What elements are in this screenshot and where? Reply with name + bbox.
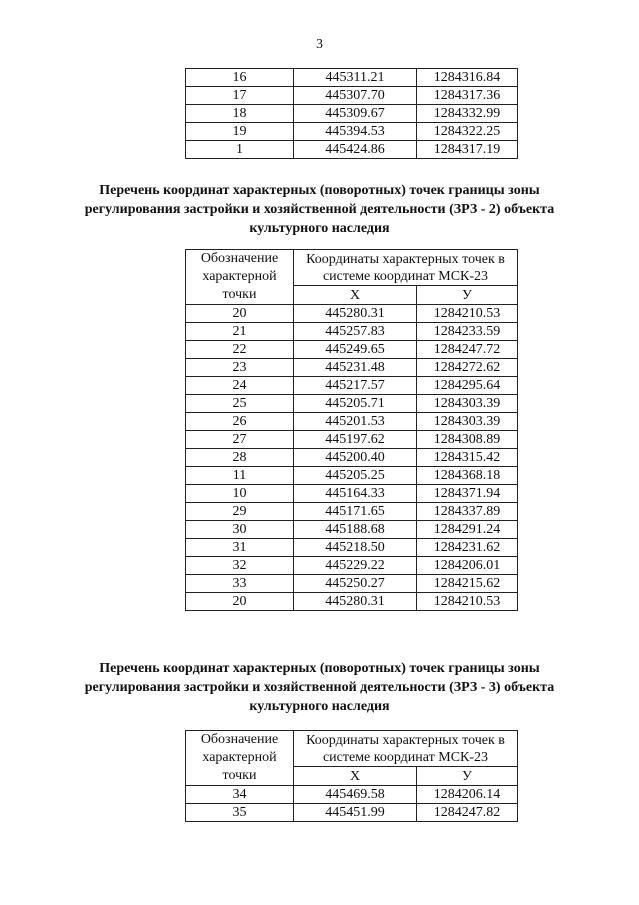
table-row bbox=[186, 786, 518, 804]
header-point-designation: Обозначение характерной точки bbox=[186, 731, 294, 786]
table-row bbox=[186, 323, 518, 341]
cell-y: 1284332.99 bbox=[417, 105, 518, 123]
cell-y: 1284247.72 bbox=[417, 341, 518, 359]
coordinates-table-zrz-2 bbox=[185, 249, 518, 611]
cell-y: 1284215.62 bbox=[417, 575, 518, 593]
header-x: Х bbox=[294, 286, 417, 305]
cell-point: 27 bbox=[186, 431, 294, 449]
header-point-designation: Обозначение характерной точки bbox=[186, 250, 294, 305]
cell-x: 445229.22 bbox=[294, 557, 417, 575]
cell-y: 1284206.14 bbox=[417, 786, 518, 804]
cell-y: 1284247.82 bbox=[417, 804, 518, 822]
table-row bbox=[186, 305, 518, 323]
table-row bbox=[186, 467, 518, 485]
cell-y: 1284371.94 bbox=[417, 485, 518, 503]
cell-point: 34 bbox=[186, 786, 294, 804]
cell-point: 24 bbox=[186, 377, 294, 395]
cell-point: 23 bbox=[186, 359, 294, 377]
cell-x: 445451.99 bbox=[294, 804, 417, 822]
header-coordinate-system: Координаты характерных точек в системе координат МСК-23 bbox=[294, 731, 518, 767]
cell-y: 1284317.19 bbox=[417, 141, 518, 159]
cell-x: 445200.40 bbox=[294, 449, 417, 467]
cell-x: 445205.71 bbox=[294, 395, 417, 413]
table-row bbox=[186, 377, 518, 395]
table-row bbox=[186, 359, 518, 377]
cell-x: 445249.65 bbox=[294, 341, 417, 359]
cell-x: 445217.57 bbox=[294, 377, 417, 395]
table-row bbox=[186, 123, 518, 141]
cell-point: 10 bbox=[186, 485, 294, 503]
cell-y: 1284315.42 bbox=[417, 449, 518, 467]
cell-point: 19 bbox=[186, 123, 294, 141]
cell-point: 26 bbox=[186, 413, 294, 431]
header-coordinate-system: Координаты характерных точек в системе координат МСК-23 bbox=[294, 250, 518, 286]
cell-y: 1284206.01 bbox=[417, 557, 518, 575]
cell-y: 1284337.89 bbox=[417, 503, 518, 521]
table-row bbox=[186, 804, 518, 822]
cell-x: 445257.83 bbox=[294, 323, 417, 341]
cell-point: 31 bbox=[186, 539, 294, 557]
cell-y: 1284295.64 bbox=[417, 377, 518, 395]
table-row bbox=[186, 503, 518, 521]
cell-x: 445280.31 bbox=[294, 305, 417, 323]
cell-y: 1284210.53 bbox=[417, 305, 518, 323]
header-y: У bbox=[417, 286, 518, 305]
cell-x: 445424.86 bbox=[294, 141, 417, 159]
table-row bbox=[186, 87, 518, 105]
section-heading-zrz-3: Перечень координат характерных (поворотных) точек границы зоны регулирования застройки и хозяйственной деятельности (ЗРЗ - 3) объекта культурного наследия bbox=[84, 661, 555, 714]
cell-y: 1284322.25 bbox=[417, 123, 518, 141]
cell-y: 1284303.39 bbox=[417, 413, 518, 431]
table-row bbox=[186, 575, 518, 593]
cell-y: 1284317.36 bbox=[417, 87, 518, 105]
table-row bbox=[186, 341, 518, 359]
cell-point: 21 bbox=[186, 323, 294, 341]
table-row bbox=[186, 557, 518, 575]
table-row bbox=[186, 395, 518, 413]
table-row bbox=[186, 521, 518, 539]
cell-x: 445280.31 bbox=[294, 593, 417, 611]
cell-x: 445171.65 bbox=[294, 503, 417, 521]
cell-x: 445394.53 bbox=[294, 123, 417, 141]
cell-point: 25 bbox=[186, 395, 294, 413]
page-number: 3 bbox=[316, 37, 323, 52]
cell-y: 1284231.62 bbox=[417, 539, 518, 557]
cell-point: 17 bbox=[186, 87, 294, 105]
cell-x: 445469.58 bbox=[294, 786, 417, 804]
table-row bbox=[186, 105, 518, 123]
cell-point: 30 bbox=[186, 521, 294, 539]
cell-x: 445311.21 bbox=[294, 69, 417, 87]
cell-point: 28 bbox=[186, 449, 294, 467]
cell-x: 445164.33 bbox=[294, 485, 417, 503]
table-row bbox=[186, 69, 518, 87]
table-row bbox=[186, 431, 518, 449]
cell-y: 1284308.89 bbox=[417, 431, 518, 449]
cell-y: 1284368.18 bbox=[417, 467, 518, 485]
cell-x: 445309.67 bbox=[294, 105, 417, 123]
cell-x: 445197.62 bbox=[294, 431, 417, 449]
cell-point: 18 bbox=[186, 105, 294, 123]
cell-point: 11 bbox=[186, 467, 294, 485]
cell-point: 22 bbox=[186, 341, 294, 359]
cell-x: 445218.50 bbox=[294, 539, 417, 557]
header-x: Х bbox=[294, 767, 417, 786]
cell-point: 35 bbox=[186, 804, 294, 822]
table-row bbox=[186, 593, 518, 611]
table-row bbox=[186, 413, 518, 431]
table-row bbox=[186, 449, 518, 467]
cell-x: 445188.68 bbox=[294, 521, 417, 539]
header-y: У bbox=[417, 767, 518, 786]
cell-y: 1284316.84 bbox=[417, 69, 518, 87]
cell-x: 445205.25 bbox=[294, 467, 417, 485]
cell-x: 445307.70 bbox=[294, 87, 417, 105]
section-heading-zrz-2: Перечень координат характерных (поворотных) точек границы зоны регулирования застройки и хозяйственной деятельности (ЗРЗ - 2) объекта культурного наследия bbox=[84, 183, 555, 236]
cell-point: 16 bbox=[186, 69, 294, 87]
cell-x: 445231.48 bbox=[294, 359, 417, 377]
cell-point: 1 bbox=[186, 141, 294, 159]
cell-y: 1284272.62 bbox=[417, 359, 518, 377]
cell-point: 32 bbox=[186, 557, 294, 575]
table-row bbox=[186, 141, 518, 159]
coordinates-table-continued bbox=[185, 68, 518, 159]
cell-point: 29 bbox=[186, 503, 294, 521]
cell-point: 20 bbox=[186, 305, 294, 323]
cell-y: 1284233.59 bbox=[417, 323, 518, 341]
cell-point: 20 bbox=[186, 593, 294, 611]
table-row bbox=[186, 485, 518, 503]
cell-y: 1284303.39 bbox=[417, 395, 518, 413]
coordinates-table-zrz-3 bbox=[185, 730, 518, 822]
cell-x: 445201.53 bbox=[294, 413, 417, 431]
cell-x: 445250.27 bbox=[294, 575, 417, 593]
cell-y: 1284210.53 bbox=[417, 593, 518, 611]
cell-point: 33 bbox=[186, 575, 294, 593]
table-row bbox=[186, 539, 518, 557]
cell-y: 1284291.24 bbox=[417, 521, 518, 539]
